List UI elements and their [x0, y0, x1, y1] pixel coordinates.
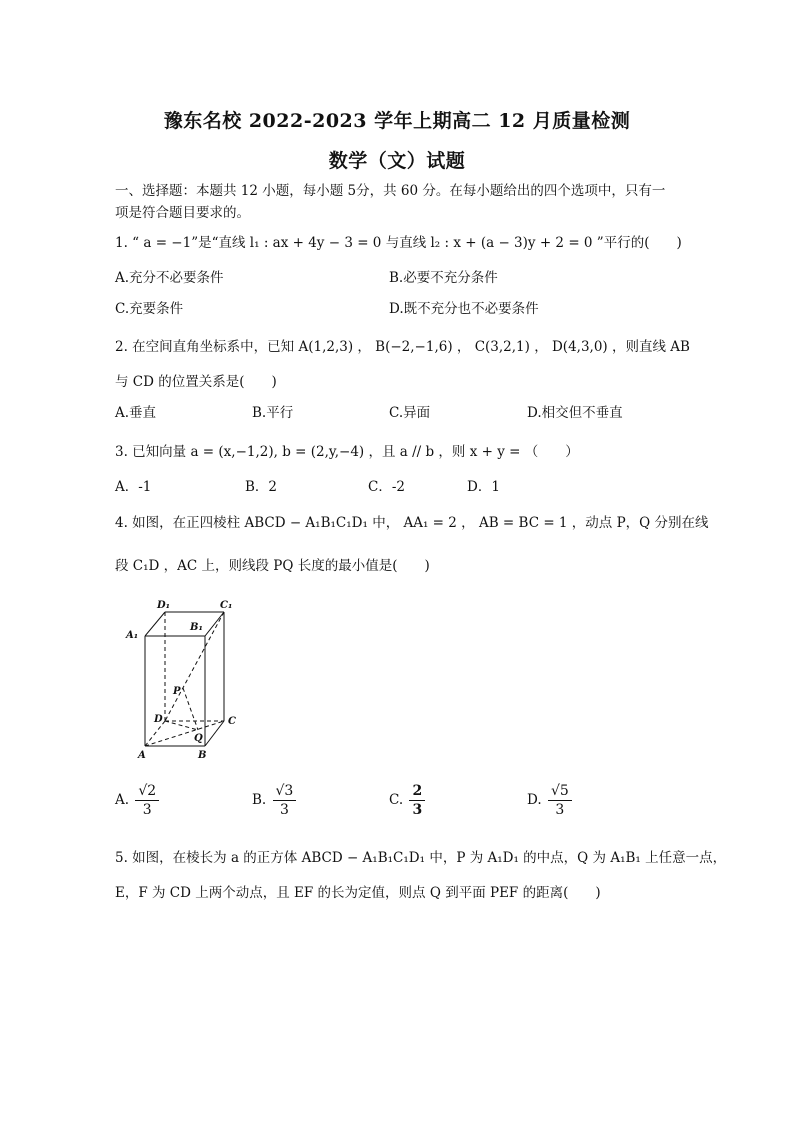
q3-option-b[interactable]: B．2 [245, 479, 278, 495]
q1-option-b[interactable]: B.必要不充分条件 [389, 270, 498, 286]
q2-option-d[interactable]: D.相交但不垂直 [527, 405, 623, 421]
question-4-stem-line2: 段 C₁D ，AC 上，则线段 PQ 长度的最小值是( ) [115, 558, 430, 574]
q4-option-c-fraction: $\frac{2}{3}$ [409, 782, 425, 819]
q2-option-b[interactable]: B.平行 [252, 405, 294, 421]
question-1-stem: 1. “ a = −1”是“直线 l₁ : ax + 4y − 3 = 0 与直线 l₂ : x + (a − 3)y + 2 = 0 ”平行的( ) [115, 235, 682, 251]
label-a: A [138, 750, 146, 761]
label-d: D [154, 714, 163, 725]
label-b: B [198, 750, 207, 761]
label-p: P [173, 686, 181, 697]
q2-option-a[interactable]: A.垂直 [115, 405, 157, 421]
q4-option-d[interactable] [527, 782, 572, 819]
section-instruction-line2: 项是符合题目要求的。 [115, 205, 250, 221]
section-instruction-line1: 一、选择题：本题共 12 小题，每小题 5分，共 60 分。在每小题给出的四个选项中，只有一 [115, 183, 666, 199]
q4-option-d-letter: D. [527, 792, 542, 808]
q3-option-a[interactable]: A．-1 [115, 479, 152, 495]
q3-option-c[interactable]: C．-2 [368, 479, 405, 495]
q4-option-a[interactable] [115, 782, 159, 819]
q4-option-b[interactable] [252, 782, 296, 819]
label-c1: C₁ [220, 600, 233, 611]
question-5-stem-line2: E，F 为 CD 上两个动点，且 EF 的长为定值，则点 Q 到平面 PEF 的距离( ) [115, 885, 601, 901]
q4-option-a-letter: A. [115, 792, 130, 808]
q1-option-c[interactable]: C.充要条件 [115, 301, 184, 317]
q4-option-d-fraction: $\frac{√5}{3}$ [548, 782, 572, 819]
q4-option-a-fraction: $\frac{√2}{3}$ [135, 782, 159, 819]
q1-option-d[interactable]: D.既不充分也不必要条件 [389, 301, 539, 317]
question-2-stem-line2: 与 CD 的位置关系是( ) [115, 374, 277, 390]
label-d1: D₁ [157, 600, 171, 611]
exam-subtitle: 数学（文）试题 [328, 150, 466, 172]
label-q: Q [194, 733, 203, 744]
label-a1: A₁ [126, 630, 139, 641]
prism-figure [118, 596, 248, 764]
q2-option-c[interactable]: C.异面 [389, 405, 431, 421]
q4-option-b-fraction: $\frac{√3}{3}$ [273, 782, 297, 819]
q1-option-a[interactable]: A.充分不必要条件 [115, 270, 224, 286]
q4-option-c[interactable] [389, 782, 425, 819]
question-2-stem-line1: 2. 在空间直角坐标系中，已知 A(1,2,3) ， B(−2,−1,6) ， C(3,2,1) ， D(4,3,0) ，则直线 AB [115, 339, 690, 355]
q4-option-b-letter: B. [252, 792, 267, 808]
q3-option-d[interactable]: D．1 [467, 479, 500, 495]
label-b1: B₁ [190, 622, 203, 633]
label-c: C [228, 716, 236, 727]
question-5-stem-line1: 5. 如图，在棱长为 a 的正方体 ABCD − A₁B₁C₁D₁ 中，P 为 A₁D₁ 的中点，Q 为 A₁B₁ 上任意一点， [115, 850, 727, 866]
exam-title: 豫东名校 2022-2023 学年上期高二 12 月质量检测 [163, 110, 631, 132]
question-4-stem-line1: 4. 如图，在正四棱柱 ABCD − A₁B₁C₁D₁ 中， AA₁ = 2 ， AB = BC = 1 ，动点 P，Q 分别在线 [115, 515, 709, 531]
question-3-stem: 3. 已知向量 a = (x,−1,2), b = (2,y,−4) ，且 a // b ，则 x + y = （ ） [115, 444, 579, 460]
q4-option-c-letter: C. [389, 792, 404, 808]
